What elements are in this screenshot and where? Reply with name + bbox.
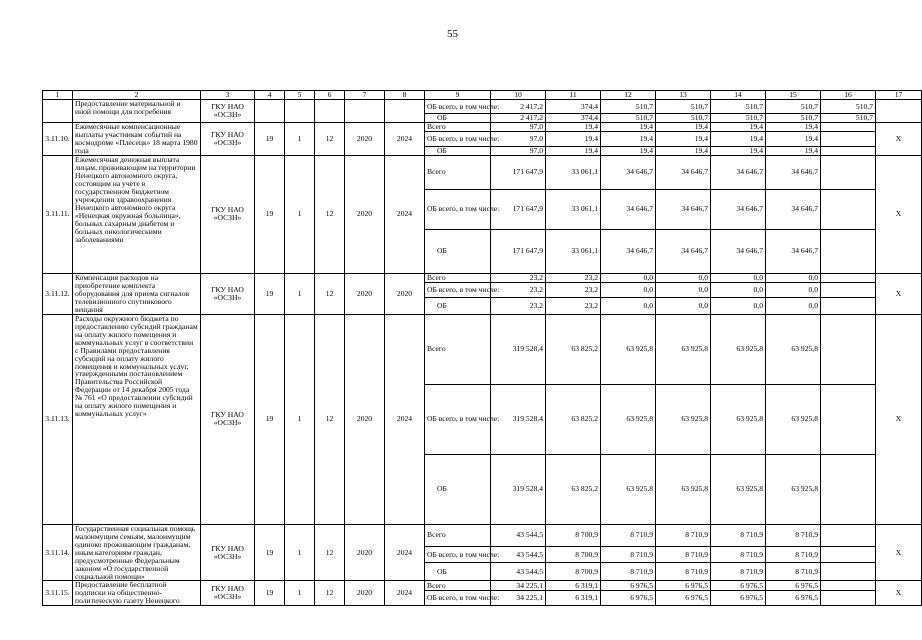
indicator-cell: Х — [876, 273, 922, 314]
amount-cell — [821, 122, 876, 131]
cell-col4: 19 — [255, 273, 285, 314]
amount-cell — [821, 454, 876, 524]
start-year: 2020 — [345, 273, 385, 314]
amount-cell: 43 544,5 — [491, 524, 546, 546]
end-year: 2024 — [385, 155, 425, 273]
amount-cell: 510,7 — [711, 100, 766, 114]
funding-source-label: ОБ — [425, 229, 491, 273]
amount-cell: 63 925,8 — [766, 384, 821, 454]
amount-cell: 8 710,9 — [601, 563, 656, 581]
amount-cell: 23,2 — [546, 273, 601, 282]
column-header: 11 — [546, 91, 601, 100]
amount-cell: 510,7 — [656, 114, 711, 123]
amount-cell: 374,4 — [546, 100, 601, 114]
amount-cell: 63 825,2 — [546, 454, 601, 524]
funding-source-label: Всего — [425, 581, 491, 591]
cell-col4: 19 — [255, 314, 285, 524]
amount-cell: 63 925,8 — [601, 384, 656, 454]
amount-cell: 34 646,7 — [711, 155, 766, 189]
amount-cell: 8 710,9 — [656, 546, 711, 562]
measure-name: Расходы окружного бюджета по предоставлению субсидий гражданам на оплату жилого помещения и коммунальных услуг в соответствии с Правилами предоставления субсидий на оплату жилого помещения и коммунальных услуг, утвержденными постановлением Правительства Российской Федерации от 14 декабря 2005 года № 761 «О предоставлении субсидий на оплату жилого помещения и коммунальных услуг» — [73, 314, 201, 524]
amount-cell: 34 646,7 — [601, 189, 656, 229]
amount-cell: 19,4 — [766, 122, 821, 131]
amount-cell: 171 647,9 — [491, 229, 546, 273]
amount-cell: 0,0 — [766, 283, 821, 298]
amount-cell: 34 646,7 — [766, 229, 821, 273]
amount-cell: 63 925,8 — [601, 314, 656, 384]
indicator-cell — [876, 100, 922, 123]
amount-cell: 0,0 — [656, 297, 711, 314]
amount-cell — [821, 146, 876, 155]
amount-cell: 34 646,7 — [766, 189, 821, 229]
amount-cell: 510,7 — [601, 114, 656, 123]
amount-cell: 0,0 — [656, 273, 711, 282]
cell-col4: 19 — [255, 524, 285, 581]
end-year: 2024 — [385, 581, 425, 606]
amount-cell: 8 700,9 — [546, 563, 601, 581]
column-header: 8 — [385, 91, 425, 100]
amount-cell: 43 544,5 — [491, 546, 546, 562]
amount-cell: 43 544,5 — [491, 563, 546, 581]
row-number: 3.11.14. — [43, 524, 73, 581]
amount-cell: 510,7 — [821, 100, 876, 114]
measure-name: Ежемесячные компенсационные выплаты участникам событий на космодроме «Плесецк» 18 марта 1980 года — [73, 122, 201, 155]
amount-cell: 97,0 — [491, 122, 546, 131]
amount-cell: 97,0 — [491, 146, 546, 155]
amount-cell: 8 710,9 — [711, 563, 766, 581]
amount-cell: 6 319,1 — [546, 581, 601, 591]
amount-cell: 97,0 — [491, 132, 546, 146]
amount-cell: 34 646,7 — [601, 155, 656, 189]
amount-cell: 34 646,7 — [656, 189, 711, 229]
cell-col6: 12 — [315, 155, 345, 273]
amount-cell: 8 700,9 — [546, 524, 601, 546]
amount-cell — [821, 314, 876, 384]
amount-cell: 63 925,8 — [711, 454, 766, 524]
amount-cell: 23,2 — [491, 297, 546, 314]
column-header: 16 — [821, 91, 876, 100]
column-header: 9 — [425, 91, 491, 100]
amount-cell: 19,4 — [546, 146, 601, 155]
amount-cell: 6 976,5 — [766, 591, 821, 606]
cell-col5: 1 — [285, 524, 315, 581]
amount-cell: 8 710,9 — [656, 524, 711, 546]
amount-cell: 0,0 — [711, 283, 766, 298]
amount-cell: 8 710,9 — [766, 546, 821, 562]
amount-cell: 319 528,4 — [491, 454, 546, 524]
amount-cell — [821, 524, 876, 546]
executor: ГКУ НАО «ОСЗН» — [201, 273, 255, 314]
amount-cell: 19,4 — [656, 122, 711, 131]
start-year: 2020 — [345, 155, 385, 273]
amount-cell: 0,0 — [711, 297, 766, 314]
amount-cell: 8 710,9 — [601, 546, 656, 562]
amount-cell: 63 925,8 — [656, 384, 711, 454]
amount-cell: 8 710,9 — [601, 524, 656, 546]
amount-cell: 19,4 — [766, 132, 821, 146]
amount-cell — [821, 297, 876, 314]
funding-source-label: ОБ — [425, 146, 491, 155]
column-header: 4 — [255, 91, 285, 100]
funding-source-label: ОБ — [425, 454, 491, 524]
row-number: 3.11.12. — [43, 273, 73, 314]
row-number: 3.11.13. — [43, 314, 73, 524]
cell-col5: 1 — [285, 122, 315, 155]
table-row — [43, 155, 922, 189]
amount-cell: 171 647,9 — [491, 189, 546, 229]
amount-cell: 19,4 — [546, 132, 601, 146]
column-header: 7 — [345, 91, 385, 100]
row-number: 3.11.15. — [43, 581, 73, 606]
amount-cell: 0,0 — [601, 297, 656, 314]
amount-cell: 63 825,2 — [546, 314, 601, 384]
funding-source-label: Всего — [425, 155, 491, 189]
table-row — [43, 314, 922, 384]
amount-cell: 510,7 — [656, 100, 711, 114]
funding-source-label: ОБ всего, в том числе: — [425, 132, 491, 146]
measure-name: Компенсация расходов на приобретение комплекта оборудования для приема сигналов телевизионного спутникового вещания — [73, 273, 201, 314]
indicator-cell: Х — [876, 155, 922, 273]
amount-cell: 33 061,1 — [546, 155, 601, 189]
amount-cell: 63 925,8 — [656, 454, 711, 524]
amount-cell: 63 825,2 — [546, 384, 601, 454]
amount-cell — [821, 155, 876, 189]
column-header: 13 — [656, 91, 711, 100]
column-header: 15 — [766, 91, 821, 100]
amount-cell: 19,4 — [656, 146, 711, 155]
amount-cell: 374,4 — [546, 114, 601, 123]
amount-cell: 510,7 — [821, 114, 876, 123]
amount-cell: 8 710,9 — [656, 563, 711, 581]
cell-col4 — [255, 100, 285, 123]
funding-source-label: ОБ всего, в том числе: — [425, 546, 491, 562]
funding-source-label: Всего — [425, 314, 491, 384]
funding-source-label: ОБ всего, в том числе: — [425, 283, 491, 298]
amount-cell: 23,2 — [491, 283, 546, 298]
funding-source-label: Всего — [425, 524, 491, 546]
amount-cell: 19,4 — [601, 132, 656, 146]
row-number — [43, 100, 73, 123]
amount-cell: 34 646,7 — [601, 229, 656, 273]
column-header: 17 — [876, 91, 922, 100]
amount-cell: 6 976,5 — [711, 581, 766, 591]
amount-cell: 23,2 — [491, 273, 546, 282]
indicator-cell: Х — [876, 524, 922, 581]
amount-cell: 63 925,8 — [656, 314, 711, 384]
amount-cell: 34 646,7 — [656, 155, 711, 189]
row-number: 3.11.10. — [43, 122, 73, 155]
amount-cell: 510,7 — [711, 114, 766, 123]
amount-cell: 6 976,5 — [601, 591, 656, 606]
cell-col5: 1 — [285, 273, 315, 314]
funding-source-label: Всего — [425, 273, 491, 282]
amount-cell: 171 647,9 — [491, 155, 546, 189]
funding-source-label: ОБ — [425, 114, 491, 123]
amount-cell: 63 925,8 — [711, 384, 766, 454]
amount-cell: 6 319,1 — [546, 591, 601, 606]
cell-col4: 19 — [255, 581, 285, 606]
measure-name: Ежемесячная денежная выплата лицам, проживающим на территории Ненецкого автономного округа, состоящим на учете в государственном бюджетном учреждении здравоохранения Ненецкого автономного округа «Ненецкая окружная больница», больных сахарным диабетом и больных онкологическими заболеваниями — [73, 155, 201, 273]
funding-source-label: ОБ всего, в том числе: — [425, 189, 491, 229]
start-year: 2020 — [345, 314, 385, 524]
amount-cell: 33 061,1 — [546, 229, 601, 273]
start-year: 2020 — [345, 524, 385, 581]
table-row — [43, 581, 922, 591]
amount-cell: 19,4 — [711, 146, 766, 155]
amount-cell — [821, 189, 876, 229]
indicator-cell: Х — [876, 314, 922, 524]
amount-cell: 63 925,8 — [766, 314, 821, 384]
amount-cell: 34 646,7 — [656, 229, 711, 273]
executor: ГКУ НАО «ОСЗН» — [201, 581, 255, 606]
funding-source-label: Всего — [425, 122, 491, 131]
column-header: 2 — [73, 91, 201, 100]
cell-col6: 12 — [315, 581, 345, 606]
amount-cell: 8 710,9 — [711, 546, 766, 562]
end-year: 2024 — [385, 122, 425, 155]
amount-cell — [821, 591, 876, 606]
amount-cell: 510,7 — [766, 114, 821, 123]
amount-cell: 6 976,5 — [711, 591, 766, 606]
table-row — [43, 524, 922, 546]
amount-cell: 33 061,1 — [546, 189, 601, 229]
funding-source-label: ОБ — [425, 297, 491, 314]
amount-cell — [821, 283, 876, 298]
amount-cell: 19,4 — [601, 146, 656, 155]
column-header: 5 — [285, 91, 315, 100]
amount-cell — [821, 581, 876, 591]
measure-name: Предоставление материальной и иной помощи для погребения — [73, 100, 201, 123]
amount-cell: 19,4 — [656, 132, 711, 146]
amount-cell — [821, 229, 876, 273]
amount-cell: 0,0 — [656, 283, 711, 298]
amount-cell: 2 417,2 — [491, 100, 546, 114]
funding-source-label: ОБ всего, в том числе: — [425, 100, 491, 114]
executor: ГКУ НАО «ОСЗН» — [201, 155, 255, 273]
indicator-cell: Х — [876, 581, 922, 606]
amount-cell: 8 710,9 — [711, 524, 766, 546]
amount-cell — [821, 384, 876, 454]
executor: ГКУ НАО «ОСЗН» — [201, 122, 255, 155]
executor: ГКУ НАО «ОСЗН» — [201, 524, 255, 581]
amount-cell: 6 976,5 — [656, 581, 711, 591]
cell-col6: 12 — [315, 524, 345, 581]
cell-col5: 1 — [285, 314, 315, 524]
cell-col5: 1 — [285, 155, 315, 273]
end-year: 2024 — [385, 314, 425, 524]
amount-cell: 19,4 — [766, 146, 821, 155]
column-header: 10 — [491, 91, 546, 100]
end-year — [385, 100, 425, 123]
amount-cell — [821, 132, 876, 146]
table-row — [43, 273, 922, 282]
column-header: 12 — [601, 91, 656, 100]
amount-cell: 510,7 — [601, 100, 656, 114]
cell-col4: 19 — [255, 155, 285, 273]
start-year: 2020 — [345, 581, 385, 606]
amount-cell: 8 710,9 — [766, 524, 821, 546]
amount-cell: 19,4 — [601, 122, 656, 131]
executor: ГКУ НАО «ОСЗН» — [201, 314, 255, 524]
cell-col6: 12 — [315, 273, 345, 314]
amount-cell: 34 225,1 — [491, 581, 546, 591]
amount-cell — [821, 273, 876, 282]
amount-cell: 510,7 — [766, 100, 821, 114]
row-number: 3.11.11. — [43, 155, 73, 273]
amount-cell: 23,2 — [546, 283, 601, 298]
amount-cell: 6 976,5 — [656, 591, 711, 606]
amount-cell: 319 528,4 — [491, 314, 546, 384]
amount-cell: 6 976,5 — [601, 581, 656, 591]
program-table — [42, 90, 922, 606]
funding-source-label: ОБ — [425, 563, 491, 581]
column-header: 14 — [711, 91, 766, 100]
column-header: 1 — [43, 91, 73, 100]
cell-col6: 12 — [315, 122, 345, 155]
executor: ГКУ НАО «ОСЗН» — [201, 100, 255, 123]
amount-cell: 34 225,1 — [491, 591, 546, 606]
amount-cell: 63 925,8 — [711, 314, 766, 384]
table-row — [43, 122, 922, 131]
amount-cell: 63 925,8 — [766, 454, 821, 524]
cell-col5: 1 — [285, 581, 315, 606]
column-header: 6 — [315, 91, 345, 100]
table-row — [43, 100, 922, 114]
indicator-cell: Х — [876, 122, 922, 155]
amount-cell: 0,0 — [601, 273, 656, 282]
funding-source-label: ОБ всего, в том числе: — [425, 591, 491, 606]
start-year — [345, 100, 385, 123]
amount-cell: 34 646,7 — [711, 189, 766, 229]
amount-cell: 19,4 — [711, 132, 766, 146]
measure-name: Предоставление бесплатной подписки на общественно-политическую газету Ненецкого — [73, 581, 201, 606]
end-year: 2024 — [385, 524, 425, 581]
cell-col4: 19 — [255, 122, 285, 155]
amount-cell: 319 528,4 — [491, 384, 546, 454]
amount-cell: 6 976,5 — [766, 581, 821, 591]
cell-col6 — [315, 100, 345, 123]
amount-cell: 2 417,2 — [491, 114, 546, 123]
amount-cell: 63 925,8 — [601, 454, 656, 524]
amount-cell: 34 646,7 — [766, 155, 821, 189]
measure-name: Государственная социальная помощь малоимущим семьям, малоимущим одиноко проживающим гражданам, иным категориям граждан, предусмотренные Федеральным законом «О государственной социальной помощи» — [73, 524, 201, 581]
cell-col6: 12 — [315, 314, 345, 524]
column-header: 3 — [201, 91, 255, 100]
page-number: 55 — [447, 28, 458, 40]
amount-cell: 19,4 — [546, 122, 601, 131]
amount-cell: 0,0 — [766, 297, 821, 314]
amount-cell: 8 700,9 — [546, 546, 601, 562]
amount-cell — [821, 563, 876, 581]
amount-cell — [821, 546, 876, 562]
amount-cell: 19,4 — [711, 122, 766, 131]
amount-cell: 0,0 — [711, 273, 766, 282]
funding-source-label: ОБ всего, в том числе: — [425, 384, 491, 454]
start-year: 2020 — [345, 122, 385, 155]
amount-cell: 23,2 — [546, 297, 601, 314]
amount-cell: 8 710,9 — [766, 563, 821, 581]
amount-cell: 0,0 — [601, 283, 656, 298]
amount-cell: 0,0 — [766, 273, 821, 282]
end-year: 2020 — [385, 273, 425, 314]
amount-cell: 34 646,7 — [711, 229, 766, 273]
cell-col5 — [285, 100, 315, 123]
